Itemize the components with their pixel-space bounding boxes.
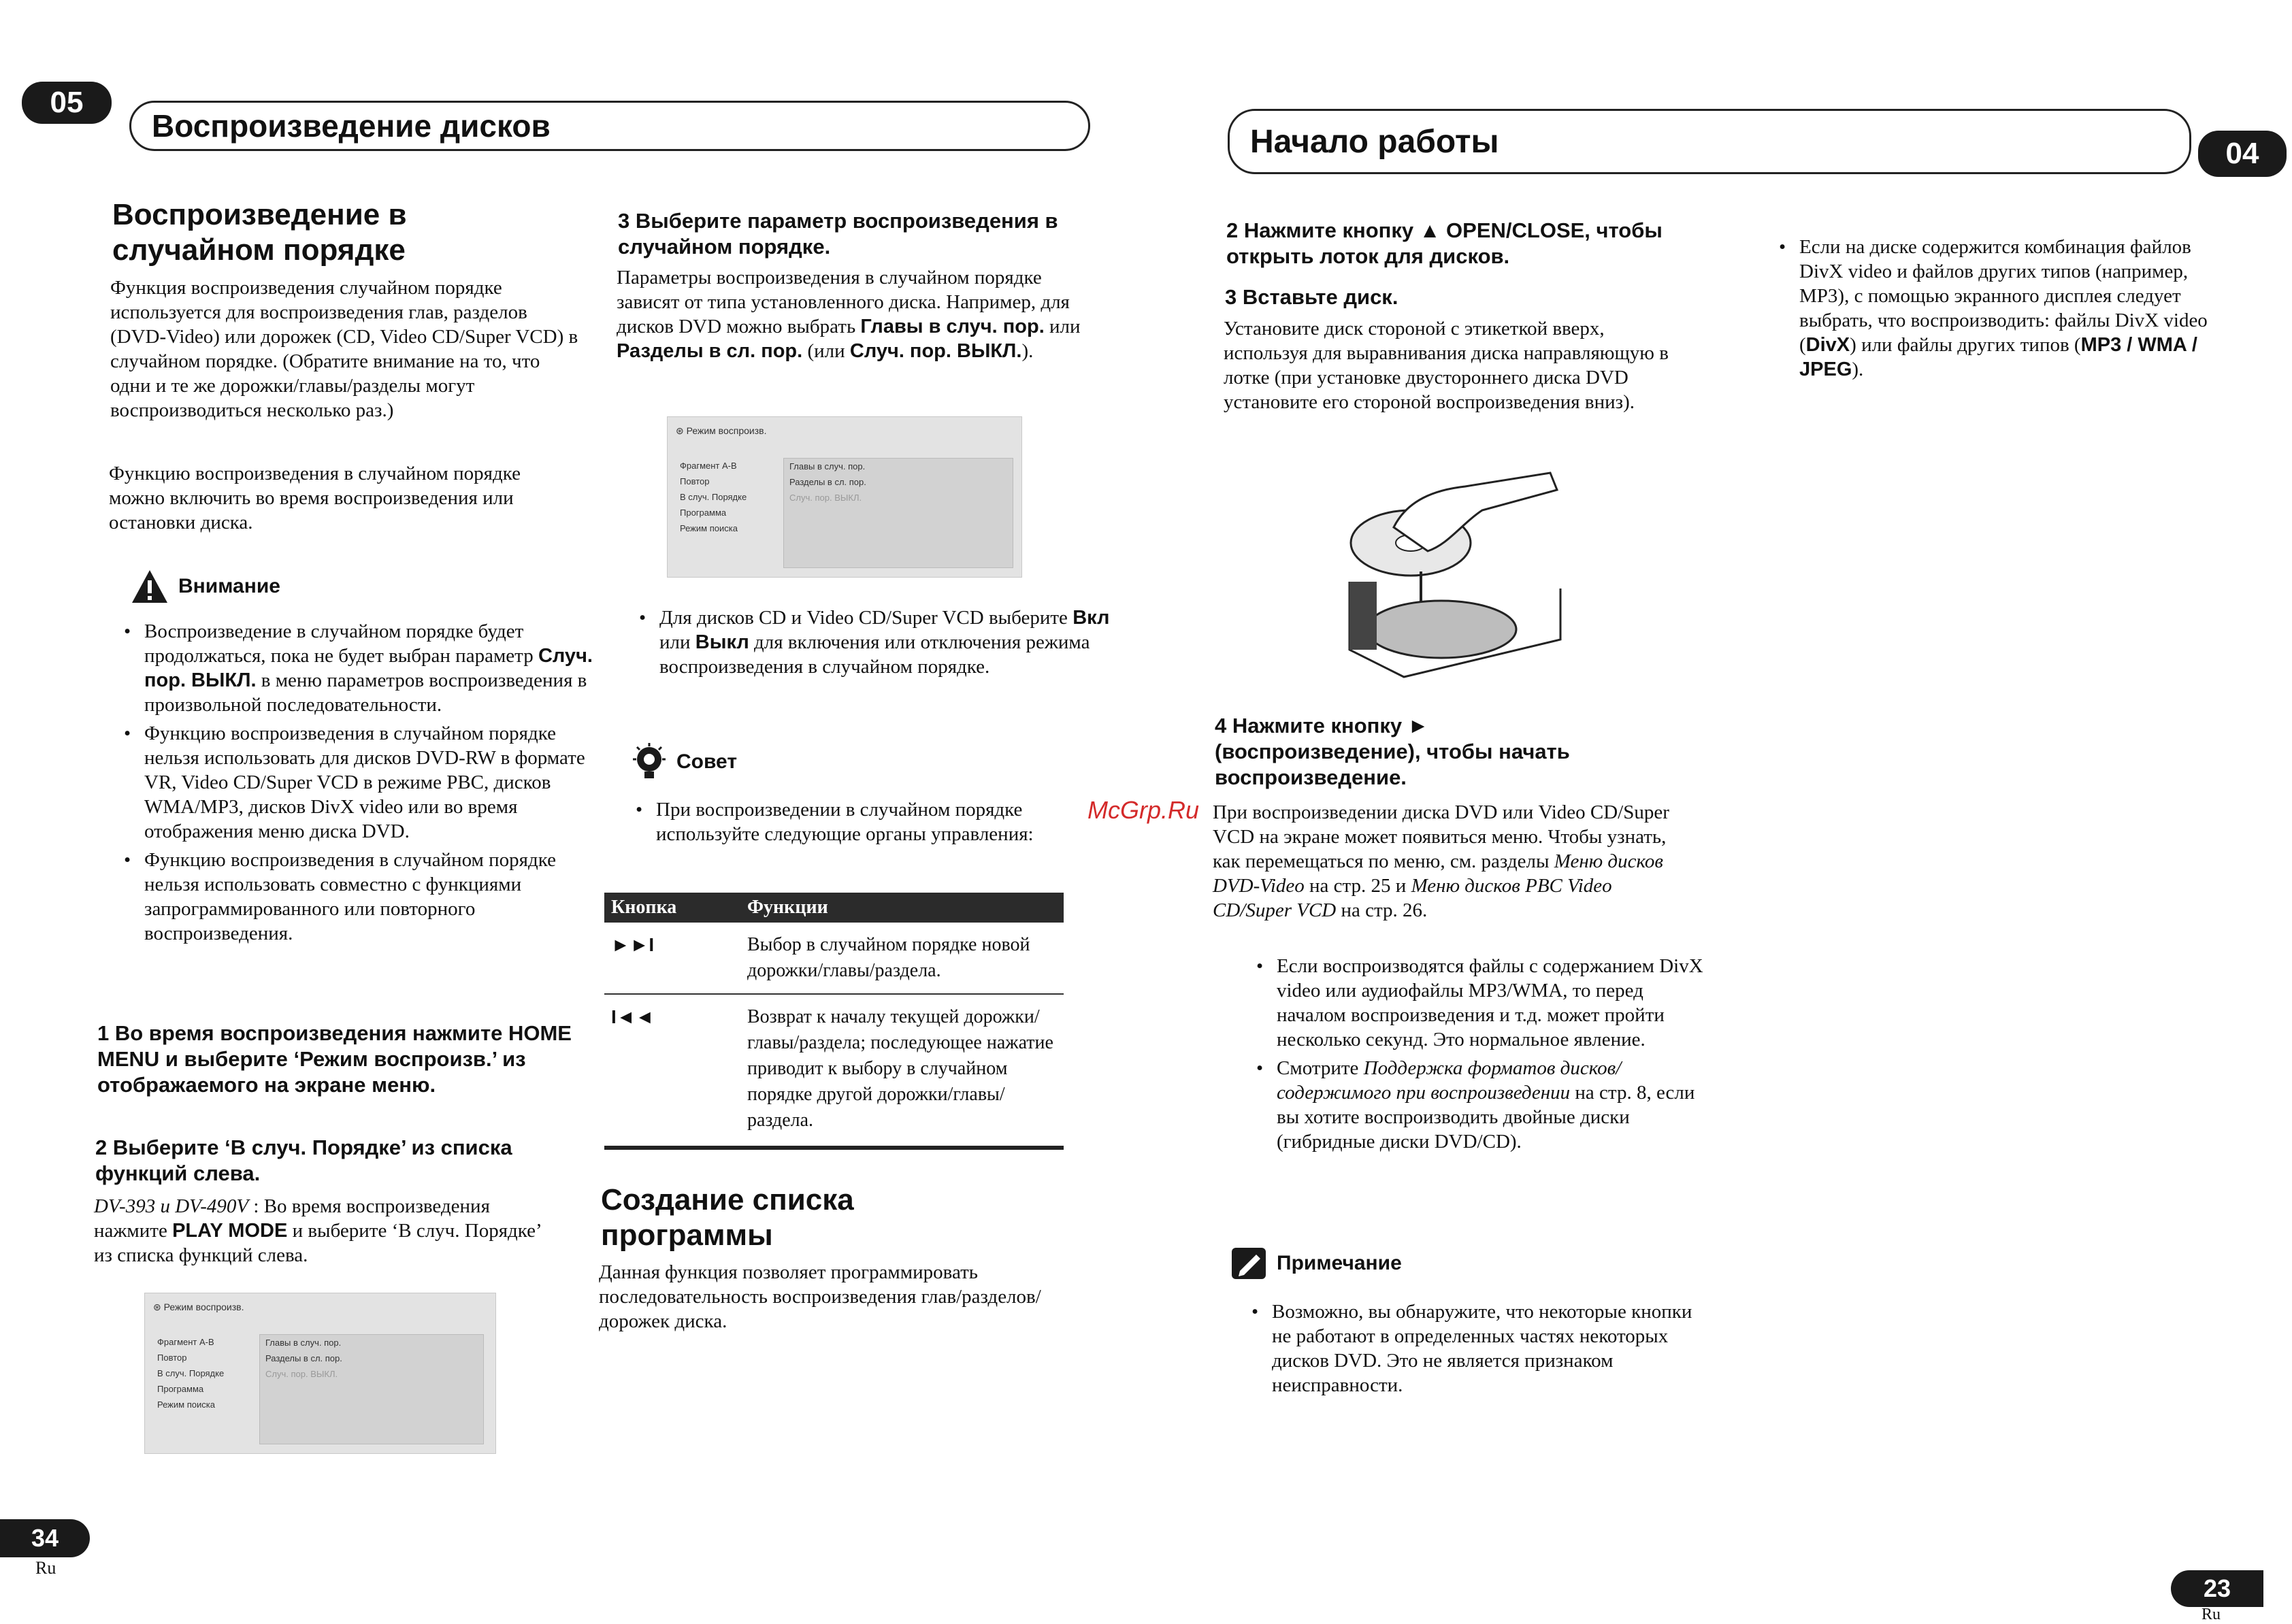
- screen-menu-image-2: [667, 416, 1022, 578]
- cd-bullet: • Для дисков CD и Video CD/Super VCD выберите Вкл или Выкл для включения или отключения режима воспроизведения в случайном порядке.: [659, 606, 1115, 679]
- screen-menu-title: ⊛ Режим воспроизв.: [153, 1302, 244, 1312]
- caution-item: • Функцию воспроизведения в случайном порядке нельзя использовать совместно с функциями запрограммированного или повторного воспроизведения.: [144, 848, 607, 946]
- right-step-4-text: При воспроизведении диска DVD или Video CD/Super VCD на экране может появиться меню. Чтобы узнать, как перемещаться по меню, см. разделы Меню дисков DVD-Video на стр. 25 и Меню дисков PBC Video CD/Super VCD на стр. 26.: [1213, 801, 1669, 921]
- right-bullet-list: [1247, 954, 1712, 1158]
- step-3-text: Параметры воспроизведения в случайном порядке зависят от типа установленного диска. Например, для дисков DVD можно выбрать Главы в случ. пор. или Разделы в сл. пор. (или Случ. пор. ВЫКЛ.).: [617, 267, 1081, 362]
- page-number-left: 34: [0, 1519, 90, 1557]
- table-row: ►►I Выбор в случайном порядке новой дорожки/главы/раздела.: [604, 923, 1064, 994]
- right-step-2-heading: 2 Нажмите кнопку ▲ OPEN/CLOSE, чтобы открыть лоток для дисков.: [1226, 218, 1663, 268]
- page-lang-left: Ru: [35, 1558, 56, 1578]
- controls-table: [604, 893, 1064, 1150]
- prev-track-icon: I◄◄: [611, 1006, 655, 1027]
- screen-menu-left-list: Фрагмент A-B Повтор В случ. Порядке Программа Режим поиска: [680, 461, 747, 533]
- tip-item: • При воспроизведении в случайном порядке используйте следующие органы управления:: [656, 797, 1119, 846]
- screen-menu-left-list: Фрагмент A-B Повтор В случ. Порядке Программа Режим поиска: [157, 1337, 225, 1410]
- note-item: • Возможно, вы обнаружите, что некоторые кнопки не работают в определенных частях некоторых дисков DVD. Это не является признаком неисправности.: [1272, 1299, 1714, 1397]
- right-step-3-text: Установите диск стороной с этикеткой вверх, используя для выравнивания диска направляющую в лотке (при установке двустороннего диска DVD установите его стороной воспроизведения вниз).: [1224, 318, 1669, 413]
- chapter-title-left: Воспроизведение дисков: [129, 101, 1090, 151]
- table-row: I◄◄ Возврат к началу текущей дорожки/главы/раздела; последующее нажатие приводит к выбору в случайном порядке другой дорожки/главы/раздела.: [604, 994, 1064, 1143]
- caution-item: • Воспроизведение в случайном порядке будет продолжаться, пока не будет выбран параметр Случ. пор. ВЫКЛ. в меню параметров воспроизведения в произвольной последовательности.: [144, 619, 607, 717]
- table-bottom-rule: [604, 1146, 1064, 1150]
- chapter-badge-left: 05: [22, 82, 112, 124]
- tip-list: [626, 797, 1119, 850]
- caution-list: [114, 619, 607, 950]
- right-step-4-heading: 4 Нажмите кнопку ► (воспроизведение), чтобы начать воспроизведение.: [1215, 714, 1570, 789]
- screen-menu-title: ⊛ Режим воспроизв.: [676, 425, 767, 436]
- right-bullet: • Смотрите Поддержка форматов дисков/содержимого при воспроизведении на стр. 8, если вы хотите воспроизводить двойные диски (гибридные диски DVD/CD).: [1277, 1056, 1712, 1154]
- screen-menu-right-list: Главы в случ. пор. Разделы в сл. пор. Случ. пор. ВЫКЛ.: [783, 458, 1013, 568]
- caution-item: • Функцию воспроизведения в случайном порядке нельзя использовать для дисков DVD-RW в формате VR, Video CD/Super VCD в режиме PBC, дисков WMA/MP3, дисков DivX video или во время отображения меню диска DVD.: [144, 721, 607, 844]
- right-bullet: • Если воспроизводятся файлы с содержанием DivX video или аудиофайлы MP3/WMA, то перед началом воспроизведения и т.д. может пройти несколько секунд. Это нормальное явление.: [1277, 954, 1712, 1052]
- next-track-icon: ►►I: [604, 923, 740, 994]
- cd-bullet-list: [629, 606, 1115, 683]
- program-text: Данная функция позволяет программировать последовательность воспроизведения глав/разделов/дорожек диска.: [599, 1261, 1041, 1332]
- step-2-text: DV-393 и DV-490V : Во время воспроизведения нажмите PLAY MODE и выберите ‘В случ. Порядке’ из списка функций слева.: [94, 1195, 541, 1266]
- right-step-3-heading: 3 Вставьте диск.: [1225, 285, 1398, 309]
- table-header-button: Кнопка: [604, 893, 740, 923]
- divx-list: [1769, 235, 2221, 386]
- note-icon: [1230, 1246, 1267, 1280]
- screen-menu-image: [144, 1293, 496, 1454]
- caution-title: Внимание: [178, 575, 280, 597]
- screen-menu-right-list: Главы в случ. пор. Разделы в сл. пор. Случ. пор. ВЫКЛ.: [259, 1334, 484, 1444]
- tip-title: Совет: [676, 750, 738, 773]
- caution-heading: [131, 569, 280, 604]
- program-heading: Создание списка программы: [601, 1183, 854, 1252]
- note-title: Примечание: [1277, 1252, 1402, 1274]
- warning-icon: [131, 569, 169, 604]
- note-heading: [1230, 1246, 1402, 1280]
- watermark: McGrp.Ru: [1087, 796, 1200, 824]
- intro-paragraph: Функция воспроизведения случайном порядке используется для воспроизведения глав, разделов (DVD-Video) или дорожек (CD, Video CD/Super VCD) в случайном порядке. (Обратите внимание на то, что одни и те же дорожки/главы/разделы могут воспроизводиться несколько раз.): [110, 277, 578, 421]
- step-1-heading: 1 Во время воспроизведения нажмите HOME MENU и выберите ‘Режим воспроизв.’ из отображаемого на экране меню.: [97, 1021, 572, 1097]
- page-lang-right: Ru: [2201, 1606, 2221, 1623]
- chapter-title-right: Начало работы: [1228, 109, 2191, 174]
- intro-paragraph-2: Функцию воспроизведения в случайном порядке можно включить во время воспроизведения или остановки диска.: [109, 463, 521, 533]
- tip-heading: [632, 743, 737, 781]
- disc-insert-illustration: [1346, 463, 1577, 687]
- step-3-heading: 3 Выберите параметр воспроизведения в случайном порядке.: [618, 209, 1058, 259]
- section-heading-random: Воспроизведение в случайном порядке: [112, 198, 407, 267]
- note-list: [1242, 1299, 1714, 1402]
- table-header-function: Функции: [740, 893, 1064, 923]
- step-2-heading: 2 Выберите ‘В случ. Порядке’ из списка функций слева.: [95, 1136, 512, 1185]
- divx-item: • Если на диске содержится комбинация файлов DivX video и файлов других типов (например, MP3), с помощью экранного дисплея следует выбрать, что воспроизводить: файлы DivX video (DivX) или файлы других типов (MP3 / WMA / JPEG).: [1799, 235, 2221, 382]
- page-number-right: 23: [2171, 1570, 2263, 1607]
- chapter-badge-right: 04: [2198, 131, 2287, 177]
- lightbulb-icon: [632, 743, 667, 781]
